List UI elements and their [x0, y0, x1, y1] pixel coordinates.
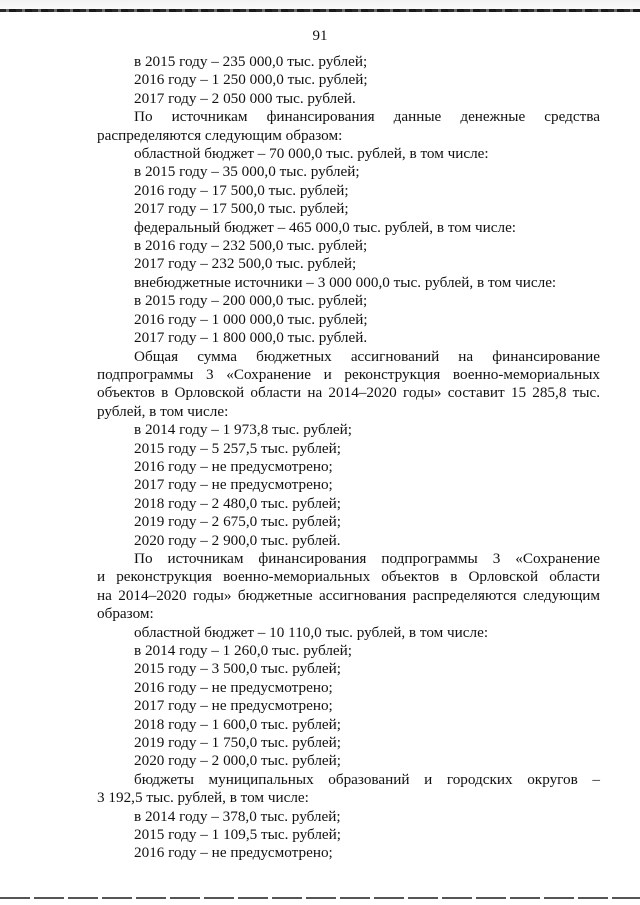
document-body — [97, 53, 600, 863]
text-line: 3 192,5 тыс. рублей, в том числе: — [97, 789, 309, 807]
text-line: 2018 году – 1 600,0 тыс. рублей; — [134, 715, 342, 733]
text-line: 2015 году – 5 257,5 тыс. рублей; — [134, 439, 342, 457]
text-line: 2016 году – не предусмотрено; — [134, 844, 333, 862]
text-line: 2015 году – 1 109,5 тыс. рублей; — [134, 826, 342, 844]
text-line: внебюджетные источники – 3 000 000,0 тыс. рублей, в том числе: — [134, 273, 557, 291]
scan-edge-bar — [0, 9, 640, 12]
text-line: Общая сумма бюджетных ассигнований на финансирование — [134, 347, 600, 365]
text-line: областной бюджет – 10 110,0 тыс. рублей, в том числе: — [134, 623, 489, 641]
text-line: в 2014 году – 1 973,8 тыс. рублей; — [134, 421, 352, 439]
text-line: 2016 году – 1 000 000,0 тыс. рублей; — [134, 310, 368, 328]
text-line: в 2015 году – 200 000,0 тыс. рублей; — [134, 292, 368, 310]
text-line: и реконструкция военно-мемориальных объектов в Орловской области — [97, 568, 600, 586]
text-line: в 2016 году – 232 500,0 тыс. рублей; — [134, 237, 368, 255]
text-line: 2015 году – 3 500,0 тыс. рублей; — [134, 660, 342, 678]
text-line: 2017 году – не предусмотрено; — [134, 476, 333, 494]
text-line: областной бюджет – 70 000,0 тыс. рублей, в том числе: — [134, 145, 489, 163]
text-line: 2020 году – 2 000,0 тыс. рублей; — [134, 752, 342, 770]
text-line: 2017 году – 2 050 000 тыс. рублей. — [134, 89, 356, 107]
text-line: 2016 году – 1 250 000,0 тыс. рублей; — [134, 71, 368, 89]
text-line: 2016 году – не предусмотрено; — [134, 678, 333, 696]
text-line: По источникам финансирования подпрограммы 3 «Сохранение — [134, 549, 600, 567]
text-line: в 2014 году – 378,0 тыс. рублей; — [134, 807, 341, 825]
text-line: на 2014–2020 годы» бюджетные ассигнования распределяются следующим — [97, 586, 600, 604]
text-line: 2016 году – не предусмотрено; — [134, 457, 333, 475]
text-line: 2020 году – 2 900,0 тыс. рублей. — [134, 531, 341, 549]
scan-edge-top — [0, 0, 640, 14]
text-line: 2017 году – не предусмотрено; — [134, 697, 333, 715]
text-line: 2019 году – 1 750,0 тыс. рублей; — [134, 734, 342, 752]
text-line: По источникам финансирования данные денежные средства — [134, 108, 600, 126]
text-line: 2017 году – 17 500,0 тыс. рублей; — [134, 200, 349, 218]
text-line: бюджеты муниципальных образований и городских округов – — [134, 770, 600, 788]
text-line: 2018 году – 2 480,0 тыс. рублей; — [134, 494, 342, 512]
text-line: в 2014 году – 1 260,0 тыс. рублей; — [134, 642, 352, 659]
text-line: 2017 году – 232 500,0 тыс. рублей; — [134, 255, 357, 273]
text-line: 2016 году – 17 500,0 тыс. рублей; — [134, 181, 349, 199]
text-line: рублей, в том числе: — [97, 402, 229, 420]
text-line: распределяются следующим образом: — [97, 126, 343, 144]
text-line: подпрограммы 3 «Сохранение и реконструкция военно-мемориальных — [97, 365, 600, 383]
text-line: 2019 году – 2 675,0 тыс. рублей; — [134, 513, 342, 531]
text-line: в 2015 году – 35 000,0 тыс. рублей; — [134, 163, 360, 181]
scan-edge-bottom — [0, 897, 640, 899]
text-line: федеральный бюджет – 465 000,0 тыс. рублей, в том числе: — [134, 218, 517, 236]
page-number: 91 — [312, 28, 328, 44]
text-line: в 2015 году – 235 000,0 тыс. рублей; — [134, 53, 368, 70]
text-line: 2017 году – 1 800 000,0 тыс. рублей. — [134, 329, 368, 347]
text-line: объектов в Орловской области на 2014–2020 годы» составит 15 285,8 тыс. — [97, 384, 600, 402]
text-line: образом: — [97, 605, 154, 623]
